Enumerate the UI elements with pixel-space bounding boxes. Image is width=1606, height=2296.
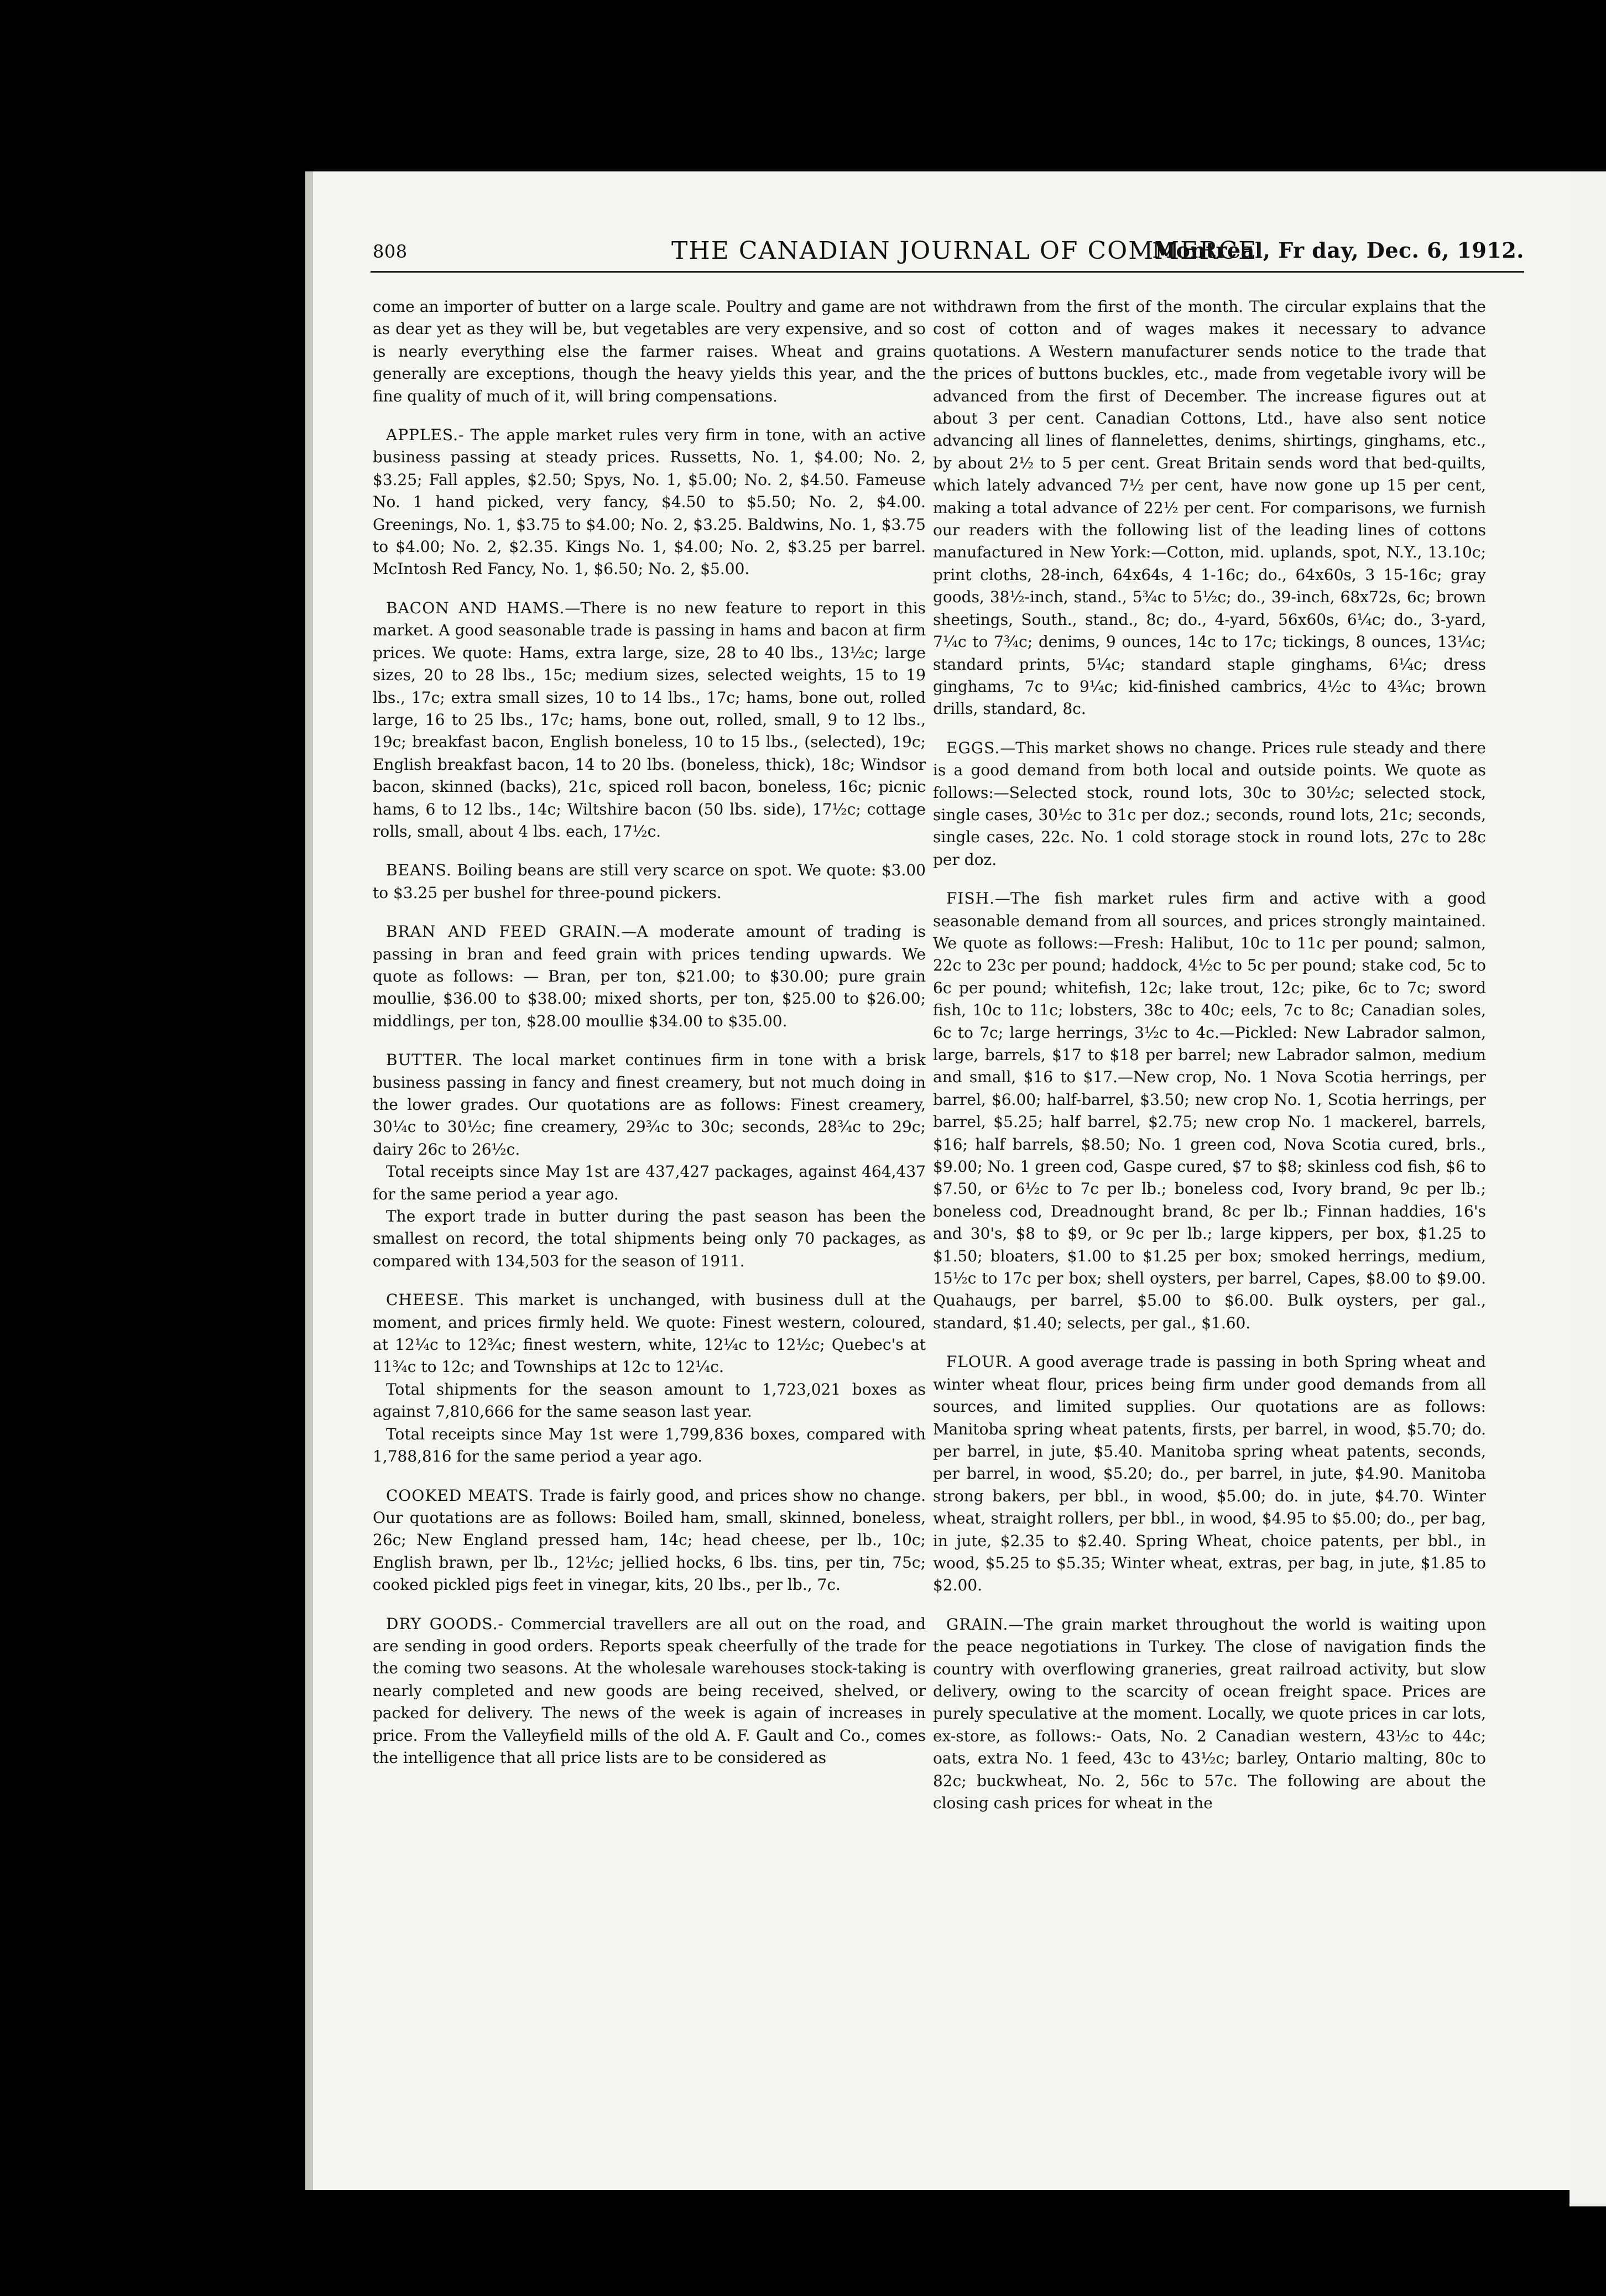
apples-heading: APPLES. xyxy=(386,426,459,445)
cheese-shipments: Total shipments for the season amount to 1,723,021 boxes as against 7,810,666 for the same season last year. xyxy=(373,1380,926,1421)
butter-section xyxy=(373,1049,926,1161)
cheese-text: This market is unchanged, with business dull at the moment, and prices firmly held. We quote: Finest western, coloured, at 12¼c to 12¾c; finest western, white, 12¼c to 12½c; Quebec's at 11¾c to 12c; and Townships at 12c to 12¼c. xyxy=(373,1291,926,1376)
fish-text: —The fish market rules firm and active with a good seasonable demand from all sources, and prices strongly maintained. We quote as follows:—Fresh: Halibut, 10c to 11c per pound; salmon, 22c to 23c per pound; haddock, 4½c to 5c per pound; stake cod, 5c to 6c per pound; whitefish, 12c; lake trout, 12c; pike, 6c to 7c; sword fish, 10c to 11c; lobsters, 38c to 40c; eels, 7c to 8c; Canadian soles, 6c to 7c; large herrings, 3½c to 4c.—Pickled: New Labrador salmon, large, barrels, $17 to $18 per barrel; new Labrador salmon, medium and small, $16 to $17.—New crop, No. 1 Nova Scotia herrings, per barrel, $6.00; half-barrel, $3.50; new crop No. 1, Scotia herrings, per barrel, $5.25; half barrel, $2.75; new crop No. 1 mackerel, barrels, $16; half barrels, $8.50; No. 1 green cod, Nova Scotia cured, brls., $9.00; No. 1 green cod, Gaspe cured, $7 to $8; skinless cod fish, $6 to $7.50, or 6½c to 7c per lb.; boneless cod, Ivory brand, 9c per lb.; boneless cod, Dreadnought brand, 8c per lb.; Finnan haddies, 16's and 30's, $8 to $9, or 9c per lb.; large kippers, per box, $1.25 to $1.50; bloaters, $1.00 to $1.25 per box; smoked herrings, medium, 15½c to 17c per box; shell oysters, per barrel, Capes, $8.00 to $9.00. Quahaugs, per barrel, $5.00 to $6.00. Bulk oysters, per gal., standard, $1.40; selects, per gal., $1.60. xyxy=(933,889,1486,1332)
page-binding-shadow xyxy=(305,171,313,2190)
apples-section xyxy=(373,424,926,581)
eggs-section xyxy=(933,737,1486,871)
cooked-meats-section xyxy=(373,1485,926,1596)
bacon-heading: BACON AND HAMS. xyxy=(386,598,565,617)
right-column xyxy=(933,296,1486,1814)
bran-heading: BRAN AND FEED GRAIN. xyxy=(386,922,622,941)
flour-heading: FLOUR. xyxy=(946,1353,1013,1371)
dry-goods-section xyxy=(373,1613,926,1770)
cooked-meats-heading: COOKED MEATS. xyxy=(386,1486,534,1505)
header-rule xyxy=(371,271,1524,273)
journal-title: THE CANADIAN JOURNAL OF COMMERCE xyxy=(671,237,1258,265)
dry-goods-continued: withdrawn from the first of the month. The circular explains that the cost of cotton and of wages makes it necessary to advance quotations. A Western manufacturer sends notice to the trade that the prices of buttons buckles, etc., made from vegetable ivory will be advanced from the first of December. The increase figures out at about 3 per cent. Canadian Cottons, Ltd., have also sent notice advancing all lines of flannelettes, denims, shirtings, ginghams, etc., by about 2½ to 5 per cent. Great Britain sends word that bed-quilts, which lately advanced 7½ per cent, have now gone up 15 per cent, making a total advance of 22½ per cent. For comparisons, we furnish our readers with the following list of the leading lines of cottons manufactured in New York:—Cotton, mid. uplands, spot, N.Y., 13.10c; print cloths, 28-inch, 64x64s, 4 1-16c; do., 64x60s, 3 15-16c; gray goods, 38½-inch, stand., 5¾c to 5½c; do., 39-inch, 68x72s, 6c; brown sheetings, South., stand., 8c; do., 4-yard, 56x60s, 6¼c; do., 3-yard, 7¼c to 7¾c; denims, 9 ounces, 14c to 17c; tickings, 8 ounces, 13¼c; standard prints, 5¼c; standard staple ginghams, 6¼c; dress ginghams, 7c to 9¼c; kid-finished cambrics, 4½c to 4¾c; brown drills, standard, 8c. xyxy=(933,298,1486,718)
flour-section xyxy=(933,1351,1486,1596)
apples-text: - The apple market rules very firm in tone, with an active business passing at steady prices. Russetts, No. 1, $4.00; No. 2, $3.25; Fall apples, $2.50; Spys, No. 1, $5.00; No. 2, $4.50. Fameuse No. 1 hand picked, very fancy, $4.50 to $5.50; No. 2, $4.00. Greenings, No. 1, $3.75 to $4.00; No. 2, $3.25. Baldwins, No. 1, $3.75 to $4.00; No. 2, $2.35. Kings No. 1, $4.00; No. 2, $3.25 per barrel. McIntosh Red Fancy, No. 1, $6.50; No. 2, $5.00. xyxy=(373,426,926,578)
bran-text: —A moderate amount of trading is passing in bran and feed grain with prices tending upwards. We quote as follows: — Bran, per ton, $21.00; to $30.00; pure grain moullie, $36.00 to $38.00; mixed shorts, per ton, $25.00 to $26.00; middlings, per ton, $28.00 moullie $34.00 to $35.00. xyxy=(373,922,926,1030)
beans-text: Boiling beans are still very scarce on spot. We quote: $3.00 to $3.25 per bushel for three-pound pickers. xyxy=(373,861,926,902)
bacon-text: —There is no new feature to report in this market. A good seasonable trade is passing in hams and bacon at firm prices. We quote: Hams, extra large, size, 28 to 40 lbs., 13½c; large sizes, 20 to 28 lbs., 15c; medium sizes, selected weights, 15 to 19 lbs., 17c; extra small sizes, 10 to 14 lbs., 17c; hams, bone out, rolled large, 16 to 25 lbs., 17c; hams, bone out, rolled, small, 9 to 12 lbs., 19c; breakfast bacon, English boneless, 10 to 15 lbs., (selected), 19c; English breakfast bacon, 14 to 20 lbs. (boneless, thick), 18c; Windsor bacon, skinned (backs), 21c, spiced roll bacon, boneless, 16c; picnic hams, 6 to 12 lbs., 14c; Wiltshire bacon (50 lbs. side), 17½c; cottage rolls, small, about 4 lbs. each, 17½c. xyxy=(373,598,926,841)
flour-text: A good average trade is passing in both Spring wheat and winter wheat flour, prices being firm under good demands from all sources, and limited supplies. Our quotations are as follows: Manitoba spring wheat patents, firsts, per barrel, in wood, $5.70; do. per barrel, in jute, $5.40. Manitoba spring wheat patents, seconds, per barrel, in wood, $5.20; do., per barrel, in jute, $4.90. Manitoba strong bakers, per bbl., in wood, $5.00; do. in jute, $4.70. Winter wheat, straight rollers, per bbl., in wood, $4.95 to $5.00; do., per bag, in jute, $2.35 to $2.40. Spring Wheat, choice patents, per bbl., in wood, $5.25 to $5.35; Winter wheat, extras, per bag, in jute, $1.85 to $2.00. xyxy=(933,1353,1486,1595)
grain-section xyxy=(933,1614,1486,1815)
cooked-meats-text: Trade is fairly good, and prices show no change. Our quotations are as follows: Boiled ham, small, skinned, boneless, 26c; New England pressed ham, 14c; head cheese, per lb., 10c; English brawn, per lb., 12½c; jellied hocks, 6 lbs. tins, per tin, 75c; cooked pickled pigs feet in vinegar, kits, 20 lbs., per lb., 7c. xyxy=(373,1486,926,1594)
fish-section xyxy=(933,888,1486,1334)
beans-heading: BEANS. xyxy=(386,861,452,880)
dry-goods-heading: DRY GOODS. xyxy=(386,1614,498,1633)
intro-paragraph: come an importer of butter on a large scale. Poultry and game are not as dear yet as they will be, but vegetables are very expensive, and so is nearly everything else the farmer raises. Wheat and grains generally are exceptions, though the heavy yields this year, and the fine quality of much of it, will bring compensations. xyxy=(373,298,926,405)
bacon-section xyxy=(373,597,926,843)
beans-section xyxy=(373,859,926,904)
dry-goods-text: - Commercial travellers are all out on the road, and are sending in good orders. Reports speak cheerfully of the trade for the coming two seasons. At the wholesale warehouses stock-taking is nearly completed and new goods are being received, shelved, or packed for delivery. The news of the week is again of increases in price. From the Valleyfield mills of the old A. F. Gault and Co., comes the intelligence that all price lists are to be considered as xyxy=(373,1614,926,1767)
bran-section xyxy=(373,921,926,1032)
adjacent-page-edge xyxy=(1569,171,1606,2206)
cheese-heading: CHEESE. xyxy=(386,1291,465,1309)
butter-receipts: Total receipts since May 1st are 437,427 packages, against 464,437 for the same period a year ago. xyxy=(373,1162,926,1203)
journal-page xyxy=(305,171,1571,2190)
cheese-receipts: Total receipts since May 1st were 1,799,836 boxes, compared with 1,788,816 for the same period a year ago. xyxy=(373,1424,926,1466)
grain-text: —The grain market throughout the world is waiting upon the peace negotiations in Turkey. The close of navigation finds the country with overflowing graneries, great railroad activity, but slow delivery, owing to the scarcity of ocean freight space. Prices are purely speculative at the moment. Locally, we quote prices in car lots, ex-store, as follows:- Oats, No. 2 Canadian western, 43½c to 44c; oats, extra No. 1 feed, 43c to 43½c; barley, Ontario malting, 80c to 82c; buckwheat, No. 2, 56c to 57c. The following are about the closing cash prices for wheat in the xyxy=(933,1615,1486,1812)
eggs-heading: EGGS. xyxy=(946,738,1000,757)
butter-heading: BUTTER. xyxy=(386,1051,463,1069)
page-number: 808 xyxy=(373,241,408,262)
left-column xyxy=(373,296,926,1769)
running-header xyxy=(373,237,1524,270)
eggs-text: —This market shows no change. Prices rule steady and there is a good demand from both local and outside points. We quote as follows:—Selected stock, round lots, 30c to 30½c; selected stock, single cases, 30½c to 31c per doz.; seconds, round lots, 21c; seconds, single cases, 22c. No. 1 cold storage stock in round lots, 27c to 28c per doz. xyxy=(933,738,1486,869)
butter-export: The export trade in butter during the past season has been the smallest on record, the total shipments being only 70 packages, as compared with 134,503 for the season of 1911. xyxy=(373,1207,926,1270)
fish-heading: FISH. xyxy=(946,889,995,908)
cheese-section xyxy=(373,1289,926,1379)
issue-date: Montreal, Fr day, Dec. 6, 1912. xyxy=(1152,238,1524,263)
grain-heading: GRAIN. xyxy=(946,1615,1009,1634)
butter-text: The local market continues firm in tone with a brisk business passing in fancy and finest creamery, but not much doing in the lower grades. Our quotations are as follows: Finest creamery, 30¼c to 30½c; fine creamery, 29¾c to 30c; seconds, 28¾c to 29c; dairy 26c to 26½c. xyxy=(373,1051,926,1159)
